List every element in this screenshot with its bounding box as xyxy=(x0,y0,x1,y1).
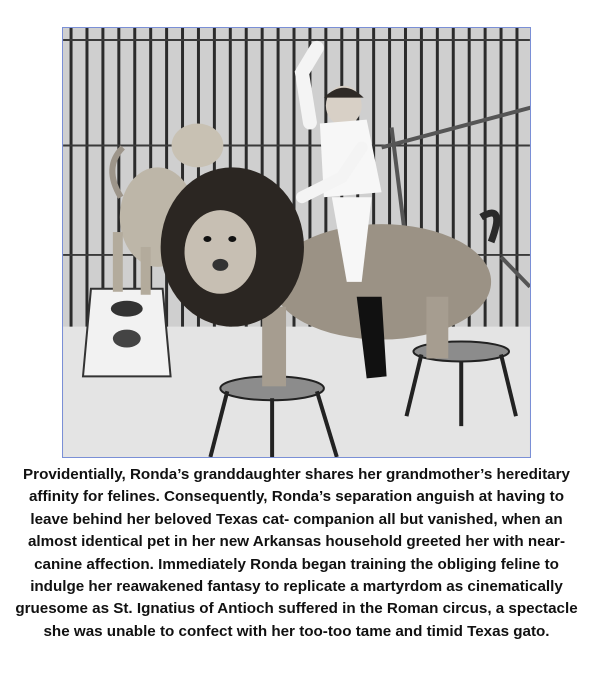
circus-photo-illustration xyxy=(63,28,530,457)
caption-text: Providentially, Ronda’s granddaughter shares her grandmother’s hereditary affinity for felines. Consequently, Ronda’s separation anguish at having to leave behind her beloved Texas cat- companion all but vanished, when an almost identical pet in her new Arkansas household greeted her with near-canine affection. Immediately Ronda began training the obliging feline to indulge her reawakened fantasy to replicate a martyrdom as cinematically gruesome as St. Ignatius of Antioch suffered in the Roman circus, a spectacle she was unable to confect with her too-too tame and timid Texas gato. xyxy=(15,466,578,640)
left-pedestal xyxy=(83,289,171,377)
circus-photo xyxy=(62,27,531,458)
